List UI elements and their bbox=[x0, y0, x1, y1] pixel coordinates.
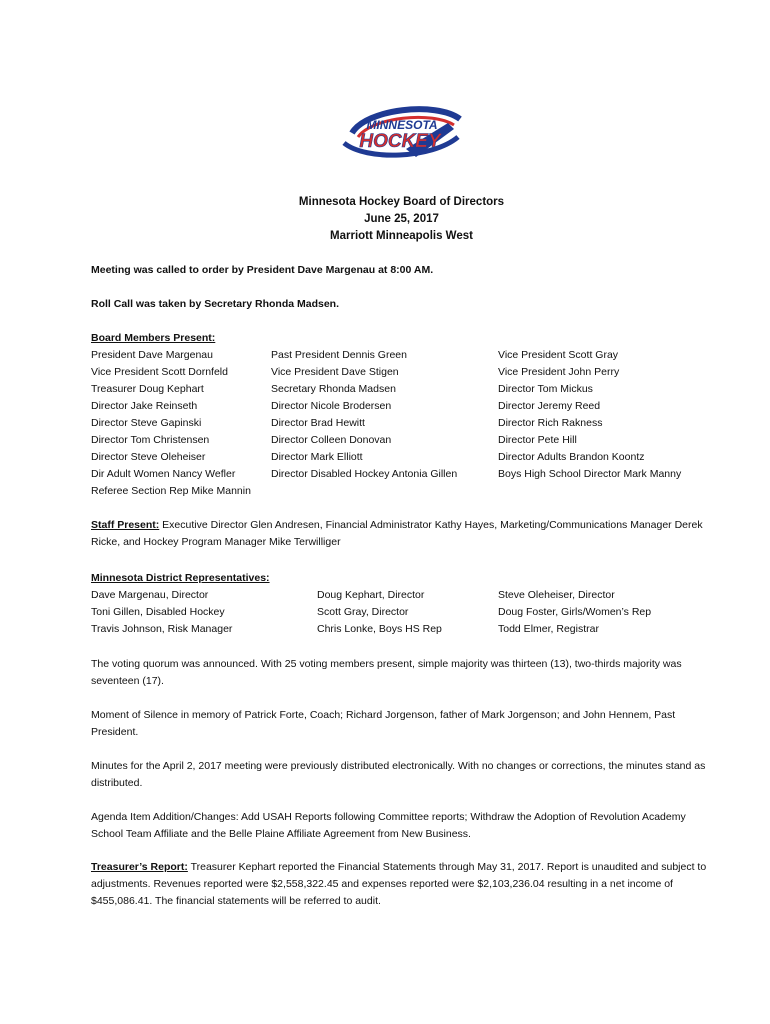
district-column-2 bbox=[317, 587, 442, 638]
minnesota-hockey-logo bbox=[336, 103, 468, 169]
board-member: Director Colleen Donovan bbox=[271, 434, 392, 446]
board-member: Director Steve Oleheiser bbox=[91, 451, 206, 463]
board-member: Director Adults Brandon Koontz bbox=[498, 451, 645, 463]
board-member: Director Pete Hill bbox=[498, 434, 577, 446]
treasurer-report bbox=[91, 859, 711, 910]
district-rep: Doug Kephart, Director bbox=[317, 589, 425, 601]
district-column-3 bbox=[498, 587, 651, 638]
district-heading: Minnesota District Representatives: bbox=[91, 572, 270, 584]
board-member: President Dave Margenau bbox=[91, 349, 213, 361]
moment-of-silence: Moment of Silence in memory of Patrick Forte, Coach; Richard Jorgenson, father of Mark Jorgenson; and John Hennem, Past President. bbox=[91, 709, 676, 738]
district-rep: Steve Oleheiser, Director bbox=[498, 589, 615, 601]
staff-present bbox=[91, 517, 711, 551]
board-member: Past President Dennis Green bbox=[271, 349, 407, 361]
board-column-2 bbox=[271, 347, 457, 483]
minutes-paragraph: Minutes for the April 2, 2017 meeting were previously distributed electronically. With no changes or corrections, the minutes stand as distributed. bbox=[91, 760, 706, 789]
board-member: Director Jake Reinseth bbox=[91, 400, 198, 412]
board-members-heading: Board Members Present: bbox=[91, 332, 216, 344]
district-rep: Scott Gray, Director bbox=[317, 606, 409, 618]
board-member: Director Brad Hewitt bbox=[271, 417, 365, 429]
board-member: Director Nicole Brodersen bbox=[271, 400, 392, 412]
board-member: Boys High School Director Mark Manny bbox=[498, 468, 682, 480]
title-line-3: Marriott Minneapolis West bbox=[330, 230, 473, 242]
district-rep: Doug Foster, Girls/Women’s Rep bbox=[498, 606, 652, 618]
treasurer-text: Treasurer Kephart reported the Financial Statements through May 31, 2017. Report is unaudited and subject to adjustments. Revenues reported were $2,558,322.45 and expenses reported were $2,103,236.04 resulting in a net income of $455,086.41. The financial statements will be referred to audit. bbox=[91, 861, 707, 907]
board-member: Director Rich Rakness bbox=[498, 417, 603, 429]
district-rep: Chris Lonke, Boys HS Rep bbox=[317, 623, 442, 635]
board-member: Vice President Dave Stigen bbox=[271, 366, 399, 378]
district-rep: Dave Margenau, Director bbox=[91, 589, 209, 601]
board-member: Director Tom Mickus bbox=[498, 383, 593, 395]
treasurer-heading: Treasurer’s Report: bbox=[91, 861, 188, 873]
district-column-1 bbox=[91, 587, 232, 638]
board-member: Director Mark Elliott bbox=[271, 451, 363, 463]
call-to-order: Meeting was called to order by President Dave Margenau at 8:00 AM. bbox=[91, 264, 434, 276]
board-member: Director Disabled Hockey Antonia Gillen bbox=[271, 468, 458, 480]
svg-text:HOCKEY: HOCKEY bbox=[359, 131, 441, 152]
board-member: Director Tom Christensen bbox=[91, 434, 210, 446]
staff-heading: Staff Present: bbox=[91, 519, 160, 531]
board-member: Director Steve Gapinski bbox=[91, 417, 202, 429]
board-column-1 bbox=[91, 347, 251, 500]
board-member: Vice President Scott Dornfeld bbox=[91, 366, 228, 378]
roll-call: Roll Call was taken by Secretary Rhonda Madsen. bbox=[91, 298, 339, 310]
title-line-2: June 25, 2017 bbox=[364, 213, 439, 225]
board-member: Secretary Rhonda Madsen bbox=[271, 383, 396, 395]
quorum-paragraph: The voting quorum was announced. With 25 voting members present, simple majority was thirteen (13), two-thirds majority was seventeen (17). bbox=[91, 658, 682, 687]
district-rep: Travis Johnson, Risk Manager bbox=[91, 623, 233, 635]
district-rep: Toni Gillen, Disabled Hockey bbox=[91, 606, 225, 618]
svg-text:MINNESOTA: MINNESOTA bbox=[366, 118, 438, 132]
board-member: Director Jeremy Reed bbox=[498, 400, 601, 412]
board-member: Vice President Scott Gray bbox=[498, 349, 619, 361]
board-member: Dir Adult Women Nancy Wefler bbox=[91, 468, 236, 480]
board-column-3 bbox=[498, 347, 681, 483]
title-line-1: Minnesota Hockey Board of Directors bbox=[298, 196, 505, 208]
document-title bbox=[0, 194, 770, 245]
district-rep: Todd Elmer, Registrar bbox=[498, 623, 599, 635]
board-member: Vice President John Perry bbox=[498, 366, 620, 378]
board-member: Treasurer Doug Kephart bbox=[91, 383, 204, 395]
agenda-changes: Agenda Item Addition/Changes: Add USAH Reports following Committee reports; Withdraw the Adoption of Revolution Academy School Team Affiliate and the Belle Plaine Affiliate Agreement from New Business. bbox=[91, 811, 686, 840]
staff-text: Executive Director Glen Andresen, Financial Administrator Kathy Hayes, Marketing/Communications Manager Derek Ricke, and Hockey Program Manager Mike Terwilliger bbox=[91, 519, 703, 548]
board-member: Referee Section Rep Mike Mannin bbox=[91, 485, 251, 497]
